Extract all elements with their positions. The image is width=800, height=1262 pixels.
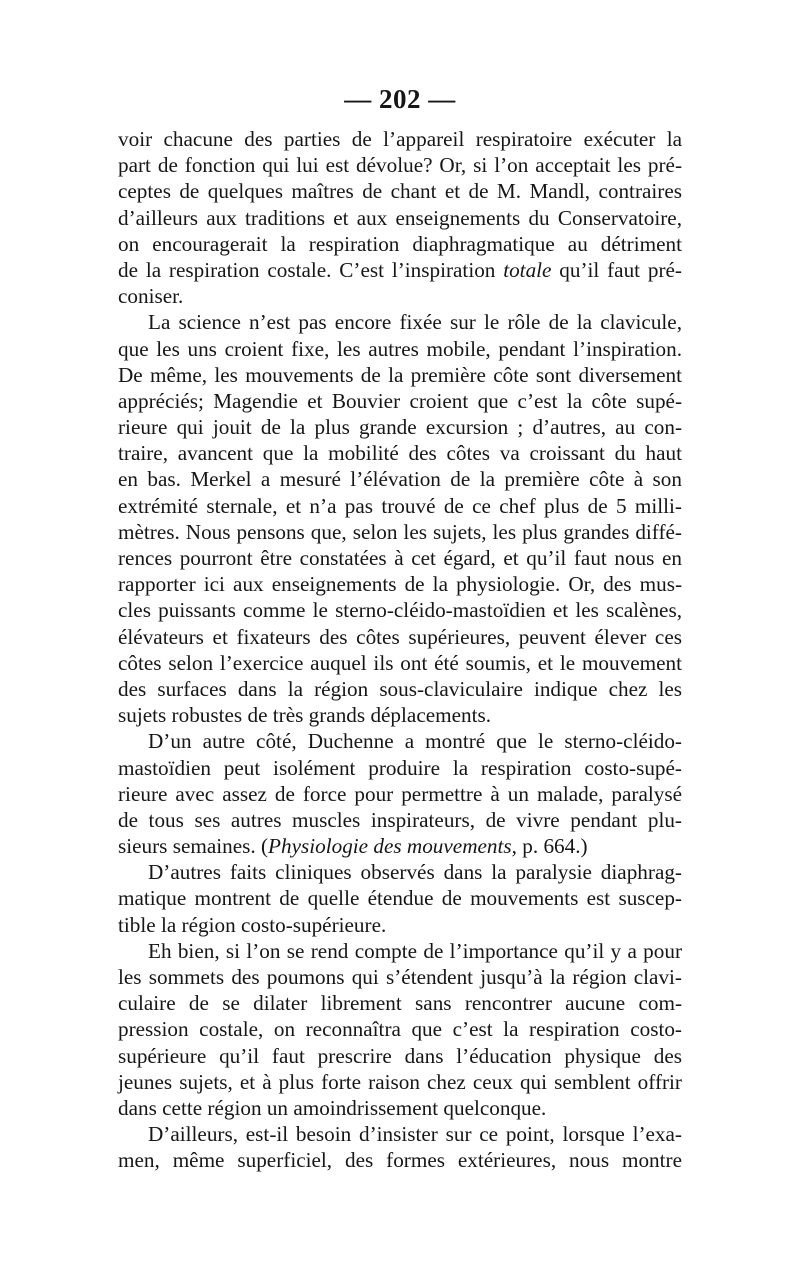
- text-line: en bas. Merkel a mesuré l’élévation de la première côte à son: [118, 467, 682, 492]
- text-line: coniser.: [118, 284, 184, 309]
- text-line: supérieure qu’il faut prescrire dans l’éducation physique des: [118, 1043, 682, 1068]
- body-text: [118, 126, 682, 1174]
- text-segment: de la respiration costale. C’est l’inspiration: [118, 257, 504, 282]
- text-line: De même, les mouvements de la première côte sont diversement: [118, 362, 682, 387]
- italic-text: totale: [503, 257, 552, 282]
- text-line: les sommets des poumons qui s’étendent jusqu’à la région clavi-: [118, 965, 682, 989]
- text-line: élévateurs et fixateurs des côtes supérieures, peuvent élever ces: [118, 624, 682, 649]
- text-line: des surfaces dans la région sous-claviculaire indique chez les: [118, 676, 682, 701]
- text-line: d’ailleurs aux traditions et aux enseignements du Conservatoire,: [118, 205, 682, 230]
- text-line: D’ailleurs, est-il besoin d’insister sur ce point, lorsque l’exa-: [148, 1122, 682, 1147]
- text-line: on encouragerait la respiration diaphragmatique au détriment: [118, 231, 682, 256]
- text-line: rences pourront être constatées à cet égard, et qu’il faut nous en: [118, 546, 682, 570]
- text-line: rapporter ici aux enseignements de la physiologie. Or, des mus-: [118, 572, 682, 597]
- text-line: voir chacune des parties de l’appareil respiratoire exécuter la: [118, 127, 682, 151]
- text-line: mastoïdien peut isolément produire la respiration costo-supé-: [118, 755, 682, 780]
- text-segment: p. 664.): [516, 834, 588, 859]
- text-line: men, même superficiel, des formes extérieures, nous montre: [118, 1148, 682, 1173]
- text-line: rieure qui jouit de la plus grande excursion ; d’autres, au con-: [118, 415, 682, 440]
- text-line: traire, avancent que la mobilité des côtes va croissant du haut: [118, 441, 682, 466]
- text-line: matique montrent de quelle étendue de mouvements est suscep-: [118, 886, 682, 911]
- text-line: jeunes sujets, et à plus forte raison chez ceux qui semblent offrir: [118, 1069, 682, 1094]
- text-line: sujets robustes de très grands déplacements.: [118, 703, 492, 728]
- text-line: que les uns croient fixe, les autres mobile, pendant l’inspiration.: [118, 336, 682, 361]
- text-line: La science n’est pas encore fixée sur le rôle de la clavicule,: [148, 310, 682, 335]
- text-line: extrémité sternale, et n’a pas trouvé de ce chef plus de 5 milli-: [118, 493, 682, 518]
- text-line: appréciés; Magendie et Bouvier croient que c’est la côte supé-: [118, 388, 682, 413]
- text-line: cles puissants comme le sterno-cléido-mastoïdien et les scalènes,: [118, 598, 682, 623]
- text-line: tible la région costo-supérieure.: [118, 912, 387, 937]
- text-segment: sieurs semaines. (: [118, 834, 269, 859]
- text-line: rieure avec assez de force pour permettre à un malade, paralysé: [118, 781, 682, 806]
- text-line: D’un autre côté, Duchenne a montré que le sterno-cléido-: [148, 729, 682, 754]
- text-line: côtes selon l’exercice auquel ils ont été soumis, et le mouvement: [118, 650, 682, 675]
- text-line: pression costale, on reconnaîtra que c’est la respiration costo-: [118, 1017, 682, 1042]
- text-line: [118, 833, 682, 859]
- text-line: mètres. Nous pensons que, selon les sujets, les plus grandes diffé-: [118, 519, 682, 544]
- text-line: D’autres faits cliniques observés dans la paralysie diaphrag-: [148, 860, 682, 885]
- page-number: — 202 —: [344, 84, 456, 114]
- text-line: dans cette région un amoindrissement quelconque.: [118, 1095, 547, 1120]
- text-line: [118, 257, 682, 283]
- text-line: ceptes de quelques maîtres de chant et de M. Mandl, contraires: [118, 179, 682, 204]
- italic-text: Physiologie des mouvements,: [268, 834, 517, 859]
- text-line: de tous ses autres muscles inspirateurs, de vivre pendant plu-: [118, 807, 682, 832]
- text-line: Eh bien, si l’on se rend compte de l’importance qu’il y a pour: [148, 938, 682, 963]
- text-line: culaire de se dilater librement sans rencontrer aucune com-: [118, 991, 682, 1016]
- text-segment: qu’il faut pré-: [551, 257, 682, 282]
- text-line: part de fonction qui lui est dévolue? Or, si l’on acceptait les pré-: [118, 153, 682, 178]
